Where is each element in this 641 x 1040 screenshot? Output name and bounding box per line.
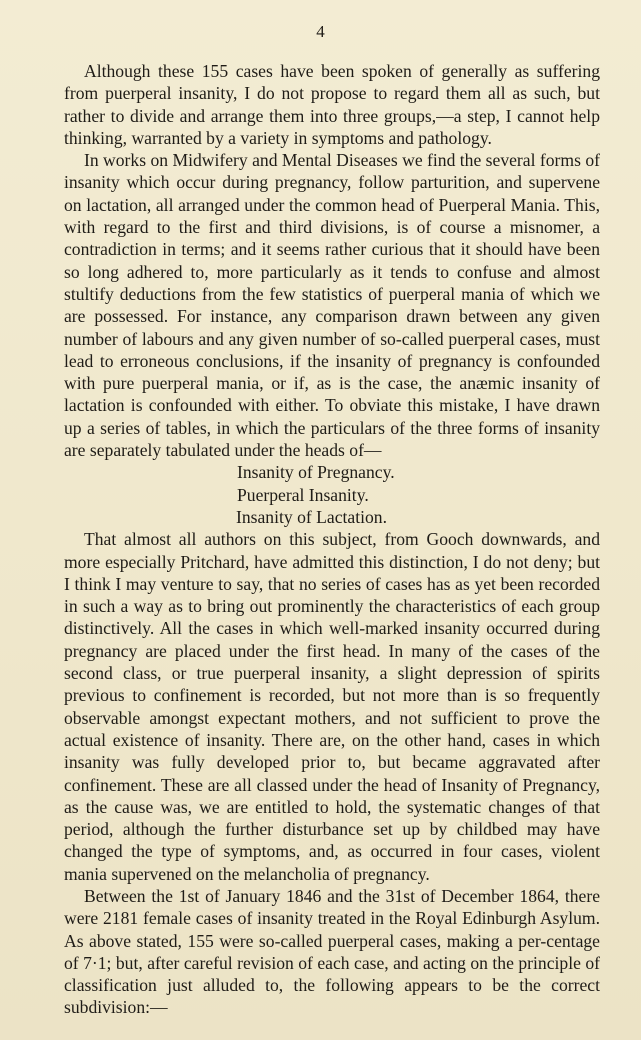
heading-insanity-of-pregnancy: Insanity of Pregnancy.	[237, 462, 395, 483]
paragraph-statistics: Between the 1st of January 1846 and the 31st of December 1864, there were 2181 female cases of insanity treated in the Royal Edinburgh Asylum. As above stated, 155 were so-called puerperal cases, making a per-centage of 7·1; but, after careful revision of each case, and acting on the principle of classification just alluded to, the following appears to be the correct subdivision:—	[64, 885, 600, 1018]
insanity-heads-list	[64, 461, 600, 528]
heading-insanity-of-lactation: Insanity of Lactation.	[236, 506, 387, 527]
body-text	[64, 60, 600, 1019]
page-number: 4	[316, 22, 325, 41]
heading-puerperal-insanity: Puerperal Insanity.	[237, 484, 369, 505]
paragraph-intro: Although these 155 cases have been spoken of generally as suffering from puerperal insanity, I do not propose to regard them all as such, but rather to divide and arrange them into three groups,—a step, I cannot help thinking, warranted by a variety in symptoms and pathology.	[64, 61, 600, 148]
paragraph-distinction: That almost all authors on this subject, from Gooch downwards, and more especially Pritchard, have admitted this distinction, I do not deny; but I think I may venture to say, that no series of cases has as yet been recorded in such a way as to bring out prominently the characteristics of each group distinctively. All the cases in which well-marked insanity occurred during pregnancy are placed under the first head. In many of the cases of the second class, or true puerperal insanity, a slight depression of spirits previous to confinement is recorded, but not more than is so frequently observable amongst expectant mothers, and not sufficient to prove the actual existence of insanity. There are, on the other hand, cases in which insanity was fully developed prior to, but became aggravated after confinement. These are all classed under the head of Insanity of Pregnancy, as the cause was, we are entitled to hold, the systematic changes of that period, although the further disturbance set up by childbed may have changed the type of symptoms, and, as occurred in four cases, violent mania supervened on the melancholia of pregnancy.	[64, 529, 600, 884]
paragraph-classification: In works on Midwifery and Mental Diseases we find the several forms of insanity which occur during pregnancy, follow parturition, and supervene on lactation, all arranged under the common head of Puerperal Mania. This, with regard to the first and third divisions, is of course a misnomer, a contradiction in terms; and it seems rather curious that it should have been so long adhered to, more particularly as it tends to confuse and almost stultify deductions from the few statistics of puerperal mania of which we are possessed. For instance, any comparison drawn between any given number of labours and any given number of so-called puerperal cases, must lead to erroneous conclusions, if the insanity of pregnancy is confounded with pure puerperal mania, or if, as is the case, the anæmic insanity of lactation is confounded with either. To obviate this mistake, I have drawn up a series of tables, in which the particulars of the three forms of insanity are separately tabulated under the heads of—	[64, 150, 600, 461]
